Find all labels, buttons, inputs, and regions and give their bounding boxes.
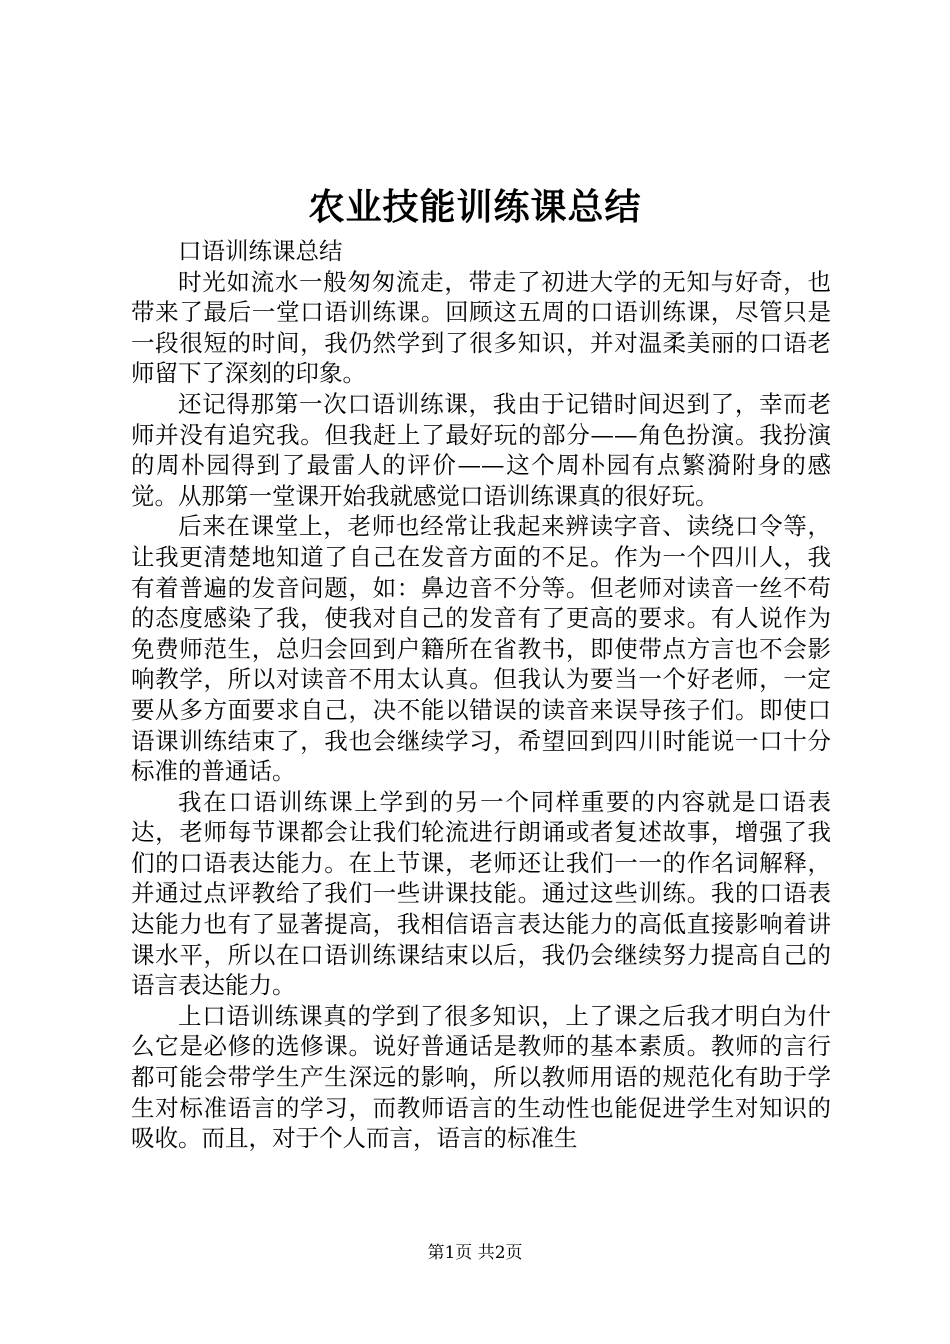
body-paragraph: 口语训练课总结 [178,237,343,265]
body-paragraph: 还记得那第一次口语训练课，我由于记错时间迟到了，幸而老师并没有追究我。但我赶上了最好玩的部分——角色扮演。我扮演的周朴园得到了最雷人的评价——这个周朴园有点繁漪附身的感觉。从那第一堂课开始我就感觉口语训练课真的很好玩。 [131,389,831,510]
document-title: 农业技能训练课总结 [308,186,642,228]
body-paragraph: 我在口语训练课上学到的另一个同样重要的内容就是口语表达，老师每节课都会让我们轮流进行朗诵或者复述故事，增强了我们的口语表达能力。在上节课，老师还让我们一一的作名词解释，并通过点评教给了我们一些讲课技能。通过这些训练。我的口语表达能力也有了显著提高，我相信语言表达能力的高低直接影响着讲课水平，所以在口语训练课结束以后，我仍会继续努力提高自己的语言表达能力。 [131,787,831,1000]
page-footer: 第1页 共2页 [427,1243,523,1263]
body-paragraph: 上口语训练课真的学到了很多知识，上了课之后我才明白为什么它是必修的选修课。说好普通话是教师的基本素质。教师的言行都可能会带学生产生深远的影响，所以教师用语的规范化有助于学生对标准语言的学习，而教师语言的生动性也能促进学生对知识的吸收。而且，对于个人而言，语言的标准生 [131,1001,831,1153]
document-body [131,236,831,1154]
body-paragraph: 时光如流水一般匆匆流走，带走了初进大学的无知与好奇，也带来了最后一堂口语训练课。回顾这五周的口语训练课，尽管只是一段很短的时间，我仍然学到了很多知识，并对温柔美丽的口语老师留下了深刻的印象。 [131,267,831,388]
body-paragraph: 后来在课堂上，老师也经常让我起来辨读字音、读绕口令等，让我更清楚地知道了自己在发音方面的不足。作为一个四川人，我有着普遍的发音问题，如：鼻边音不分等。但老师对读音一丝不苟的态度感染了我，使我对自己的发音有了更高的要求。有人说作为免费师范生，总归会回到户籍所在省教书，即使带点方言也不会影响教学，所以对读音不用太认真。但我认为要当一个好老师，一定要从多方面要求自己，决不能以错误的读音来误导孩子们。即使口语课训练结束了，我也会继续学习，希望回到四川时能说一口十分标准的普通话。 [131,512,831,786]
